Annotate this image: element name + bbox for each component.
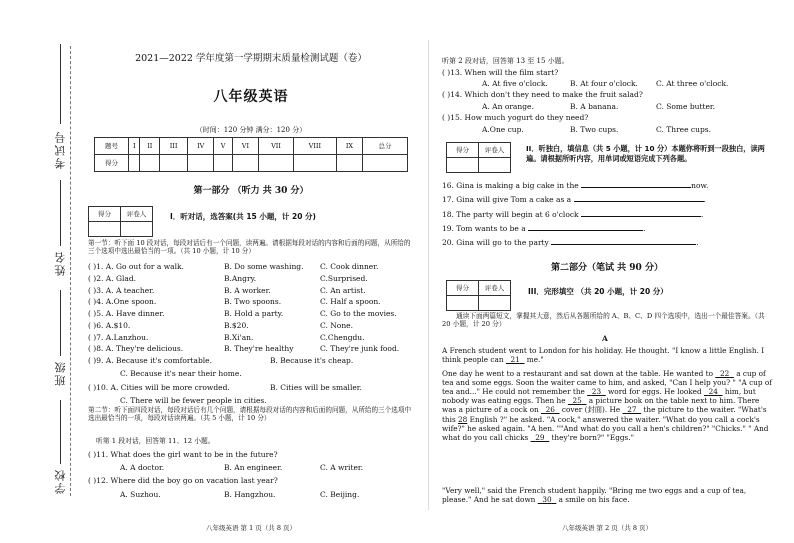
question-2: ( )2. A. Glad.: [88, 274, 137, 283]
passage-text: English ?" he asked. "A cock," answered the waiter. "What do you call a cock's wife?" he asked again. "A hen. ""And what do you call a hen's children?" "Chicks." " And what do you call chicks: [442, 414, 769, 442]
option-b: B. Two spoons.: [224, 297, 282, 306]
grader-name-cell[interactable]: [121, 222, 153, 237]
blank-number[interactable]: [506, 355, 525, 364]
question-15: ( )15. How much yogurt do they need?: [442, 113, 589, 122]
passage-text: him, but nobody was eating eggs. Then he: [442, 387, 756, 406]
score-cell[interactable]: [214, 155, 232, 172]
section1-part2-instructions: 第二节：听下面四段对话，每段对话后有几个问题，请根据每段对话的内容和后面的问题，从所给的三个选项中选出最恰当的一项，每段对话读两遍。（共 5 小题，计 10 分）: [88, 406, 412, 423]
option-a: A. Suzhou.: [120, 490, 161, 499]
fill-20-text: 20. Gina will go to the party: [442, 238, 549, 247]
passage-text: word for eggs. He looked: [605, 387, 704, 397]
passage-text: they're born?" "Eggs.": [549, 432, 634, 442]
score-cell[interactable]: [129, 155, 140, 172]
grader-name-label: 评卷人: [479, 281, 511, 296]
option-b: B. Two cups.: [570, 125, 619, 134]
passage-paragraph-3: [442, 486, 772, 504]
grader-score-label: 得分: [89, 207, 121, 222]
section2-instructions: 本题你将听到一段独白，读两遍。请根据所听内容，用单词或短语完成下列各题。: [526, 144, 765, 164]
blank-number[interactable]: [538, 495, 557, 504]
score-header-cell: VII: [259, 138, 294, 155]
section3-instructions: 通读下面两篇短文，掌握其大意，然后从各题所给的 A、B、C、D 四个选项中，选出一个最佳答案。（共 20 小题，计 20 分）: [442, 312, 765, 329]
name-label: 姓名: [54, 250, 67, 276]
option-c: C. Some butter.: [656, 102, 716, 111]
option-c: C. A writer.: [320, 463, 364, 472]
page-2: [442, 0, 772, 543]
option-c: C. None.: [320, 321, 353, 330]
passage-label: A: [602, 334, 608, 343]
passage-text: the picture to the waiter. "What's this: [442, 405, 767, 424]
grader-box: [88, 206, 153, 237]
passage-text: me.": [524, 355, 544, 365]
option-a: A. At five o'clock.: [482, 79, 548, 88]
option-b: B. Because it's cheap.: [270, 356, 354, 365]
dialogue1-instructions: 听第 1 段对话，回答第 11、12 小题。: [96, 437, 215, 445]
grader-score-cell[interactable]: [89, 222, 121, 237]
blank-label: 25: [572, 396, 582, 406]
option-b: B. Cities will be smaller.: [270, 383, 362, 392]
school-label: 学校: [54, 468, 67, 494]
section1-heading: I．听对话，选答案(共 15 小题，计 20 分): [170, 212, 316, 221]
blank-number[interactable]: [704, 387, 723, 396]
option-c: C. There will be fewer people in cities.: [120, 396, 267, 405]
grader-name-cell[interactable]: [479, 296, 511, 311]
blank-number[interactable]: [458, 415, 467, 424]
question-11: ( )11. What does the girl want to be in the future?: [88, 450, 278, 459]
section2-title: II．听独白，填信息（共 5 小题，计 10 分）: [526, 144, 672, 153]
blank-label: 21: [510, 355, 520, 365]
question-3: ( )3. A. A teacher.: [88, 286, 155, 295]
question-10: ( )10. A. Cities will be more crowded.: [88, 383, 230, 392]
fill-19-text: 19. Tom wants to be a: [442, 224, 526, 233]
question-9: ( )9. A. Because it's comfortable.: [88, 356, 213, 365]
fill-16-text: 16. Gina is making a big cake in the: [442, 181, 579, 190]
passage-paragraph-2: [442, 369, 772, 442]
option-b: B. At four o'clock.: [570, 79, 638, 88]
fill-19: 19. Tom wants to be a .: [442, 224, 646, 233]
option-c: C. Beijing.: [320, 490, 360, 499]
question-12: ( )12. Where did the boy go on vacation last year?: [88, 476, 278, 485]
part2-heading: 第二部分（笔试 共 90 分）: [551, 263, 663, 273]
option-a: A. An orange.: [482, 102, 534, 111]
option-c: C. They're junk food.: [320, 344, 400, 353]
option-c: C. Three cups.: [656, 125, 711, 134]
blank-number[interactable]: [623, 405, 642, 414]
score-header-cell: VIII: [293, 138, 336, 155]
score-header-cell: 总分: [363, 138, 408, 155]
score-header-cell: IX: [336, 138, 362, 155]
passage-paragraph-1: [442, 346, 772, 364]
score-header-cell: V: [214, 138, 232, 155]
question-13: ( )13. When will the film start?: [442, 68, 559, 77]
passage-text: a picture book on the table next to him. There was a picture of a cock on: [442, 396, 760, 415]
score-cell[interactable]: [140, 155, 160, 172]
score-header-cell: IV: [187, 138, 213, 155]
option-c: C. Cook dinner.: [320, 262, 379, 271]
question-5: ( )5. A. Have dinner.: [88, 309, 165, 318]
blank-number[interactable]: [541, 405, 560, 414]
name-field[interactable]: [60, 180, 61, 246]
option-a: A. A doctor.: [120, 463, 165, 472]
score-cell[interactable]: [232, 155, 258, 172]
blank-label: 28: [458, 414, 468, 424]
fill-20: 20. Gina will go to the party .: [442, 238, 699, 247]
passage-text: One day he went to a restaurant and sat down at the table. He wanted to: [442, 369, 716, 378]
option-b: B. A worker.: [224, 286, 271, 295]
score-cell[interactable]: [187, 155, 213, 172]
page-1: [88, 0, 414, 543]
score-header-cell: II: [140, 138, 160, 155]
question-14: ( )14. Which don't they need to make the fruit salad?: [442, 90, 643, 99]
section2-heading: [526, 144, 772, 165]
option-b: B.Angry.: [224, 274, 257, 283]
class-field[interactable]: [60, 290, 61, 356]
exam-number-label: 考试号: [54, 130, 67, 169]
score-cell[interactable]: [259, 155, 294, 172]
class-label: 班级: [54, 360, 67, 386]
page-footer: 八年级英语 第 2 页（共 8 页）: [561, 524, 653, 532]
option-b: B. They're healthy: [224, 344, 294, 353]
answer-blank[interactable]: [574, 195, 704, 202]
score-cell[interactable]: [336, 155, 362, 172]
blank-label: 27: [627, 405, 637, 415]
fill-18-text: 18. The party will begin at 6 o'clock: [442, 210, 579, 219]
passage-text: a cup of tea and some eggs. Soon the waiter came to him, and asked, "Can I help you? " "A cup of tea and..." He could not remember the: [442, 369, 772, 397]
option-b: B. A banana.: [570, 102, 619, 111]
grader-score-label: 得分: [447, 143, 479, 158]
score-header-cell: 题号: [95, 138, 129, 155]
option-b: B.Xi'an.: [224, 333, 254, 342]
page-footer: 八年级英语 第 1 页（共 8 页）: [205, 524, 297, 532]
passage-text: "Very well," said the French student happily. "Bring me two eggs and a cup of tea, please." And he sat down: [442, 486, 747, 505]
score-cell[interactable]: [363, 155, 408, 172]
blank-label: 29: [535, 432, 545, 442]
question-4: ( )4. A.One spoon.: [88, 297, 157, 306]
blank-label: 24: [708, 387, 718, 397]
fill-18: 18. The party will begin at 6 o'clock .: [442, 210, 704, 219]
school-field[interactable]: [60, 400, 61, 464]
grader-box: [446, 280, 511, 311]
blank-label: 26: [545, 405, 555, 415]
answer-blank[interactable]: [581, 181, 691, 188]
exam-title: 2021—2022 学年度第一学期期末质量检测试题（卷）: [135, 53, 367, 64]
page-divider: [428, 40, 429, 510]
grader-name-label: 评卷人: [479, 143, 511, 158]
part1-heading: 第一部分 （听力 共 30 分）: [193, 186, 309, 196]
option-b: B.$20.: [224, 321, 249, 330]
score-row-label: 得分: [95, 155, 129, 172]
option-b: B. An engineer.: [224, 463, 283, 472]
option-c: C.Chengdu.: [320, 333, 365, 342]
option-c: C.Surprised.: [320, 274, 368, 283]
option-b: B. Do some washing.: [224, 262, 304, 271]
question-8: ( )8. A. They're delicious.: [88, 344, 184, 353]
answer-blank[interactable]: [551, 238, 696, 245]
score-header-cell: I: [129, 138, 140, 155]
fill-17: 17. Gina will give Tom a cake as a .: [442, 195, 706, 204]
grader-score-cell[interactable]: [447, 296, 479, 311]
blank-number[interactable]: [568, 396, 587, 405]
fill-16: [442, 181, 708, 190]
blank-number[interactable]: [587, 387, 606, 396]
passage-text: A French student went to London for his holiday. He thought. "I know a little English. I think people can: [442, 346, 765, 365]
option-b: B. Hangzhou.: [224, 490, 276, 499]
cut-line: [70, 46, 71, 496]
option-c: C. An artist.: [320, 286, 366, 295]
option-b: B. Hold a party.: [224, 309, 284, 318]
question-7: ( )7. A.Lanzhou.: [88, 333, 149, 342]
dialogue2-instructions: 听第 2 段对话，回答第 13 至 15 小题。: [442, 57, 569, 65]
option-c: C. At three o'clock.: [656, 79, 729, 88]
blank-label: 23: [591, 387, 602, 397]
answer-blank[interactable]: [581, 210, 701, 217]
score-cell[interactable]: [160, 155, 188, 172]
grader-name-cell[interactable]: [479, 158, 511, 173]
question-1: ( )1. A. Go out for a walk.: [88, 262, 184, 271]
grader-box: [446, 142, 511, 173]
score-header-cell: VI: [232, 138, 258, 155]
blank-number[interactable]: [715, 369, 734, 378]
option-a: A.One cup.: [482, 125, 524, 134]
grader-score-label: 得分: [447, 281, 479, 296]
score-cell[interactable]: [293, 155, 336, 172]
section1-instructions: 第一节：听下面 10 段对话，每段对话后有一个问题，读两遍。请根据每段对话的内容和后面的问题，从所给的三个选项中选出最恰当的一项。（共 10 小题，计 10 分）: [88, 239, 411, 256]
exam-number-field[interactable]: [60, 44, 61, 124]
score-header-cell: III: [160, 138, 188, 155]
blank-label: 22: [719, 369, 730, 378]
option-c: C. Go to the movies.: [320, 309, 397, 318]
blank-number[interactable]: [531, 433, 550, 442]
section3-heading: III．完形填空 （共 20 小题，计 20 分）: [528, 287, 668, 296]
grader-score-cell[interactable]: [447, 158, 479, 173]
fill-16-end: now.: [691, 181, 709, 190]
passage-text: cover (封面). He: [559, 405, 623, 415]
answer-blank[interactable]: [528, 224, 643, 231]
passage-text: a smile on his face.: [556, 495, 630, 505]
subject-title: 八年级英语: [213, 89, 289, 105]
blank-label: 30: [542, 495, 552, 505]
score-table: [94, 137, 408, 172]
time-info: （时间：120 分钟 满分：120 分）: [195, 126, 307, 134]
fill-17-text: 17. Gina will give Tom a cake as a: [442, 195, 572, 204]
grader-name-label: 评卷人: [121, 207, 153, 222]
binding-margin: [0, 0, 78, 543]
option-c: C. Half a spoon.: [320, 297, 381, 306]
question-6: ( )6. A.$10.: [88, 321, 131, 330]
option-c: C. Because it's near their home.: [120, 369, 242, 378]
